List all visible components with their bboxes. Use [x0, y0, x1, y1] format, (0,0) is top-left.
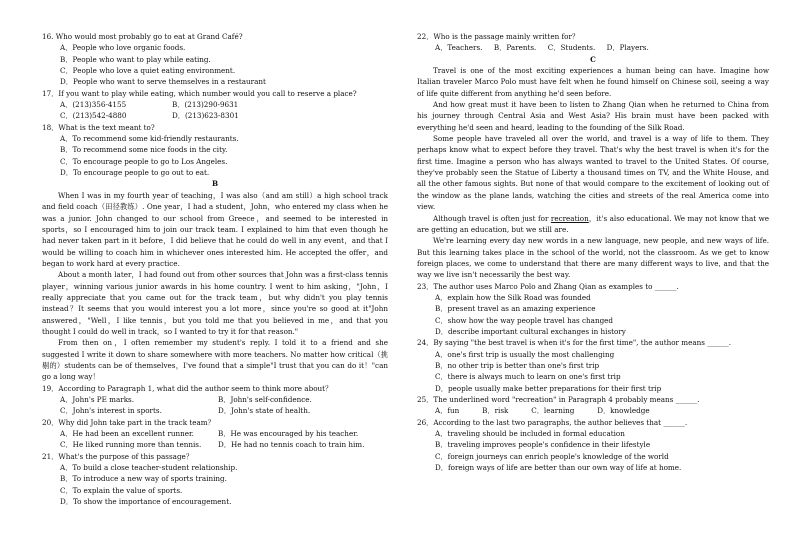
underlined-word-recreation: recreation: [550, 213, 589, 223]
q16-option-a: A．People who love organic foods.: [60, 43, 186, 53]
q21-option-b: B．To introduce a new way of sports training.: [60, 474, 227, 484]
q20-stem: 20．Why did John take part in the track team？: [42, 417, 215, 427]
q17-option-c: C．(213)542-4880: [60, 111, 127, 121]
q21-option-a: A．To build a close teacher-student relationship.: [60, 463, 238, 473]
passage-c-paragraph: Travel is one of the most exciting experiences a human being can have. Imagine how Italian traveler Marco Polo must have felt when he found himself on Chinese soil, seeing a way of life quite different from anything he'd seen before.: [417, 66, 769, 98]
passage-c-p4-text: Although travel is often just for: [433, 213, 551, 223]
q26-option-b: B．traveling improves people's confidence in their lifestyle: [435, 440, 651, 450]
q22-stem: 22．Who is the passage mainly written for？: [417, 32, 580, 41]
q24-option-a: A．one's first trip is usually the most challenging: [435, 349, 615, 359]
passage-b-paragraph: About a month later，I had found out from other sources that John was a first-class tennis player，winning various junior awards in his home country. I went to him asking，"John，I really appreciate that you came out for the track team，but why didn't you play tennis instead？It seems that you would interest you a lot more，since you're so good at it"John answered，"Well，I like tennis，but you told me that you believed in me，and that you thought I could do well in track，so I wanted to try it for that reason.": [42, 270, 388, 336]
q20-option-c: C．He liked running more than tennis.: [60, 440, 202, 450]
q26-option-a: A．traveling should be included in formal education: [435, 429, 625, 439]
q24-option-b: B．no other trip is better than one's first trip: [435, 360, 600, 370]
q20-option-d: D．He had no tennis coach to train him.: [218, 440, 365, 450]
q17-stem: 17．If you want to play while eating, which number would you call to reserve a place?: [42, 88, 357, 98]
q20-option-b: B．He was encouraged by his teacher.: [218, 429, 359, 439]
q16-stem: 16. Who would most probably go to eat at Grand Café?: [42, 32, 243, 41]
q18-option-c: C．To encourage people to go to Los Angeles.: [60, 156, 228, 166]
q19-option-c: C．John's interest in sports.: [60, 406, 162, 416]
q19-stem: 19．According to Paragraph 1, what did the author seem to think more about？: [42, 383, 333, 393]
q25-stem: 25．The underlined word "recreation" in Paragraph 4 probably means ______.: [417, 395, 700, 404]
passage-c-paragraph-5: We're learning every day new words in a new language, new people, and new ways of life. But this learning takes place in the school of the world, not the classroom. As we get to know foreign places, we come to understand that there are many different ways to live, and that the way we live isn't necessarily the best way.: [417, 236, 769, 280]
q20-options-row2: [42, 439, 388, 450]
passage-c-paragraph: Some people have traveled all over the world, and travel is a way of life to them. They perhaps know what to expect before they travel. That's why the best travel is when it's for the first time. Imagine a person who has always wanted to travel to the United States. Of course, they've probably seen the Statue of Liberty a thousand times on TV, and the White House, and all the other famous sights. But none of that would compare to the excitement of looking out of the window as the plane lands, watching the cities and streets of the real America come into view.: [417, 134, 769, 212]
q19-options-row1: [42, 394, 388, 405]
q23-stem: 23．The author uses Marco Polo and Zhang Qian as examples to ______.: [417, 281, 679, 291]
passage-c-paragraph-4: [417, 213, 769, 236]
passage-b-paragraph: When I was in my fourth year of teaching，I was also（and am still）a high school track and field coach（田径教练）. One year，I had a student，John，who entered my class when he was a junior. John changed to our school from Greece，and seemed to be interested in sports，so I encouraged him to join our track team. I explained to him that even though he had never taken part in it before，I did believe that he could do well in any event，and that I would be willing to coach him in whichever ones interested him. He accepted the offer，and began to work hard at every practice.: [42, 190, 388, 268]
q24-option-c: C．there is always much to learn on one's first trip: [435, 372, 621, 382]
q23-option-c: C．show how the way people travel has changed: [435, 315, 614, 325]
passage-b-paragraph: From then on，I often remember my student's reply. I told it to a friend and she suggested I write it down to share somewhere with more teachers. No matter how critical（挑剔的）students can be of themselves，I've found that a simple"I trust that you can do it！"can go a long way！: [42, 338, 388, 382]
q18-option-d: D．To encourage people to go out to eat.: [60, 168, 210, 178]
q20-option-a: A．He had been an excellent runner.: [60, 429, 194, 439]
q18-option-b: B．To recommend some nice foods in the city.: [60, 145, 228, 155]
q26-option-d: D．foreign ways of life are better than our own way of life at home.: [435, 463, 682, 473]
q17-option-a: A．(213)356-4155: [60, 100, 127, 110]
q24-stem: 24．By saying "the best travel is when it's for the first time", the author means ______.: [417, 338, 732, 348]
q18-option-a: A．To recommend some kid-friendly restaurants.: [60, 134, 239, 144]
q16-option-c: C．People who love a quiet eating environment.: [60, 66, 236, 76]
q23-option-a: A．explain how the Silk Road was founded: [435, 292, 591, 302]
q25-options: A．fun B．risk C．learning D．knowledge: [435, 406, 650, 416]
q19-option-a: A．John's PE marks.: [60, 395, 135, 404]
q24-option-d: D．people usually make better preparations for their first trip: [435, 383, 662, 393]
q19-options-row2: [42, 405, 388, 416]
q26-option-c: C．foreign journeys can enrich people's knowledge of the world: [435, 451, 669, 461]
left-column: [42, 31, 388, 507]
q26-stem: 26．According to the last two paragraphs, the author believes that ______.: [417, 417, 688, 427]
q20-options-row1: [42, 428, 388, 439]
q23-option-b: B．present travel as an amazing experience: [435, 304, 596, 314]
section-b-heading: B: [211, 179, 219, 189]
q17-options-row1: [42, 99, 388, 110]
passage-c-paragraph: And how great must it have been to listen to Zhang Qian when he returned to China from his journey through Central Asia and West Asia? His brain must have been packed with everything he'd seen and heard, leading to the founding of the Silk Road.: [417, 100, 769, 132]
passage-c-p4-text: ，it's also educational. We may not know that we are getting an education, but we still are.: [417, 213, 770, 234]
q23-option-d: D．describe important cultural exchanges in history: [435, 326, 626, 336]
q16-option-d: D．People who want to serve themselves in a restaurant: [60, 77, 266, 87]
section-c-heading: C: [590, 54, 596, 64]
q19-option-b: B．John's self-confidence.: [218, 395, 312, 404]
q19-option-d: D．John's state of health.: [218, 406, 311, 416]
q16-option-b: B．People who want to play while eating.: [60, 54, 211, 64]
right-column: [417, 31, 769, 473]
q17-options-row2: [42, 110, 388, 121]
q21-option-c: C．To explain the value of sports.: [60, 485, 183, 495]
q17-option-d: D．(213)623-8301: [172, 111, 239, 121]
q17-option-b: B．(213)290-9631: [172, 100, 239, 110]
q18-stem: 18．What is the text meant to?: [42, 122, 155, 132]
q21-option-d: D．To show the importance of encouragement.: [60, 497, 232, 507]
q22-options: A．Teachers. B．Parents. C．Students. D．Players.: [435, 43, 649, 53]
q21-stem: 21．What's the purpose of this passage？: [42, 451, 194, 461]
